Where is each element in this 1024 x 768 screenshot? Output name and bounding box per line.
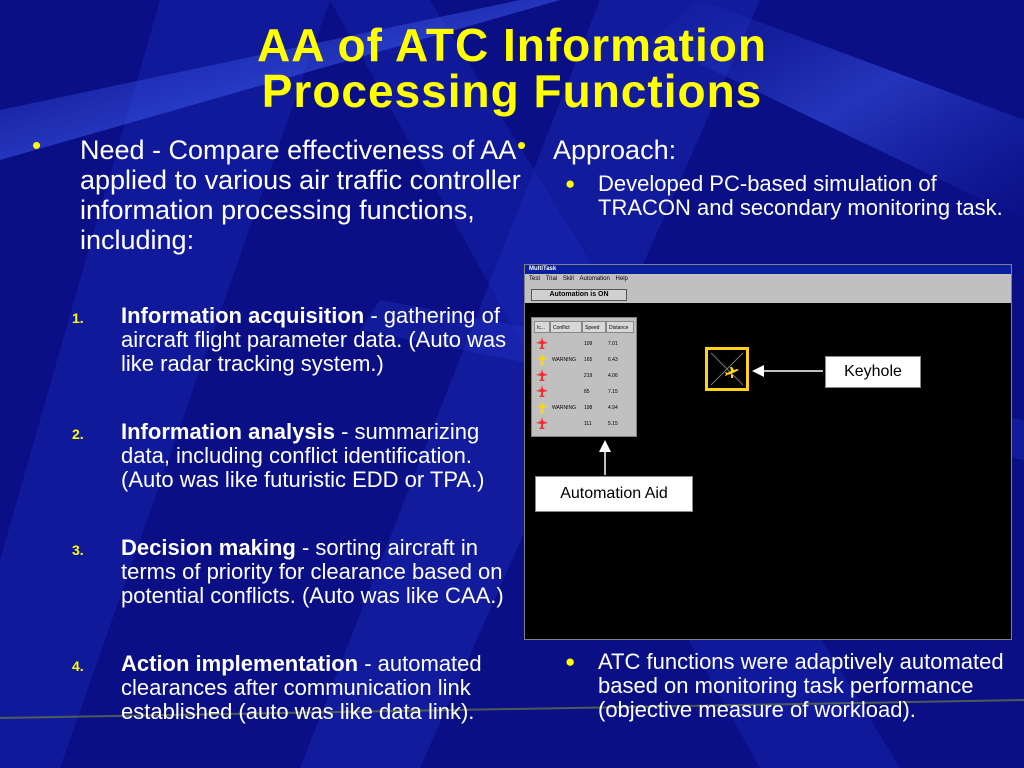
title-line-1: AA of ATC Information xyxy=(257,19,767,71)
row-speed: 219 xyxy=(584,373,593,379)
table-header: Ic... xyxy=(534,321,550,333)
item-text: - gathering of aircraft flight parameter data. (Auto was like radar tracking system.) xyxy=(121,303,507,376)
bullet-icon: • xyxy=(32,130,42,160)
row-conflict: WARNING xyxy=(552,405,576,411)
bullet-icon: • xyxy=(517,130,527,160)
row-speed: 85 xyxy=(584,389,590,395)
keyhole-label: Keyhole xyxy=(825,356,921,388)
bullet-icon: ● xyxy=(565,174,576,193)
item-heading: Action implementation xyxy=(121,651,359,676)
table-header: Distance xyxy=(606,321,634,333)
bullet-icon: ● xyxy=(565,652,576,671)
automation-aid-label: Automation Aid xyxy=(535,476,693,512)
sub-bullet-2 xyxy=(565,650,1010,722)
item-text: - sorting aircraft in terms of priority for clearance based on potential conflicts. (Auto was like CAA.) xyxy=(121,535,504,608)
list-number: 4. xyxy=(72,658,84,674)
row-distance: 4.06 xyxy=(608,373,618,379)
approach-label: Approach: xyxy=(553,135,677,165)
row-distance: 7.15 xyxy=(608,389,618,395)
menu-item-test: Test xyxy=(529,276,541,282)
list-item-1 xyxy=(72,304,522,376)
menu-item-help: Help xyxy=(615,276,628,282)
list-item-3 xyxy=(72,536,522,608)
list-item-4 xyxy=(72,652,522,724)
menu-item-automation: Automation xyxy=(579,276,610,282)
title-line-2: Processing Functions xyxy=(261,65,763,117)
slide-title xyxy=(0,19,1024,117)
row-speed: 165 xyxy=(584,357,593,363)
list-number: 1. xyxy=(72,310,84,326)
row-speed: 109 xyxy=(584,341,593,347)
sub-bullet-1 xyxy=(565,172,1010,220)
window-title: MultiTask xyxy=(525,265,1011,274)
need-text: Need - Compare effectiveness of AA applied to various air traffic controller information processing functions, including: xyxy=(80,135,521,255)
item-heading: Decision making xyxy=(121,535,296,560)
row-conflict: WARNING xyxy=(552,357,576,363)
menu-item-skill: Skill xyxy=(562,276,574,282)
automation-status: Automation is ON xyxy=(531,289,627,301)
item-text: - automated clearances after communication link established (auto was like data link). xyxy=(121,651,482,724)
menu-item-trial: Trial xyxy=(545,276,558,282)
row-distance: 6.43 xyxy=(608,357,618,363)
row-speed: 111 xyxy=(584,421,592,427)
row-distance: 7.01 xyxy=(608,341,618,347)
row-distance: 5.15 xyxy=(608,421,618,427)
item-heading: Information analysis xyxy=(121,419,335,444)
row-speed: 198 xyxy=(584,405,593,411)
list-number: 2. xyxy=(72,426,84,442)
simulation-screenshot xyxy=(524,264,1012,640)
list-number: 3. xyxy=(72,542,84,558)
table-header: Speed xyxy=(582,321,606,333)
list-item-2 xyxy=(72,420,522,492)
sub-bullet-text: Developed PC-based simulation of TRACON and secondary monitoring task. xyxy=(598,171,1003,220)
sub-bullet-text: ATC functions were adaptively automated based on monitoring task performance (objective measure of workload). xyxy=(598,649,1004,722)
table-header: Conflict xyxy=(550,321,582,333)
item-heading: Information acquisition xyxy=(121,303,365,328)
item-text: - summarizing data, including conflict identification. (Auto was like futuristic EDD or TPA.) xyxy=(121,419,485,492)
callout-arrows xyxy=(525,265,1011,639)
row-distance: 4.94 xyxy=(608,405,618,411)
